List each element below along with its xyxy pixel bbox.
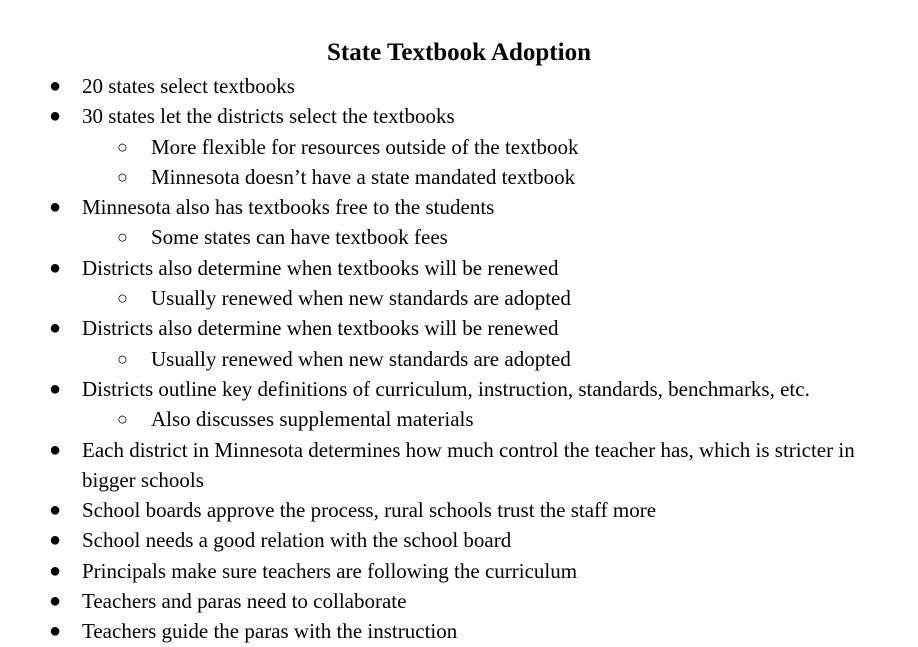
list-item-text: Districts outline key definitions of curriculum, instruction, standards, benchmarks, etc. [82,376,810,401]
sub-list-item [0,162,918,192]
bullet-icon: ● [49,590,62,613]
sub-list-item [0,344,918,374]
list-item-text: School needs a good relation with the school board [82,528,512,553]
list-item-text: Minnesota doesn’t have a state mandated textbook [151,164,576,189]
list-item-text: Usually renewed when new standards are adopted [151,286,571,311]
list-item-text: Districts also determine when textbooks will be renewed [82,316,559,341]
list-item-text: Teachers and paras need to collaborate [82,589,407,614]
list-item-text: School boards approve the process, rural schools trust the staff more [82,498,657,523]
hollow-bullet-icon: ○ [117,288,128,309]
sub-list-item [0,132,918,162]
list-item-text: Minnesota also has textbooks free to the students [82,195,495,220]
list-item-text: More flexible for resources outside of the textbook [151,134,579,159]
list-item-text: Each district in Minnesota determines how much control the teacher has, which is stricter in bigger schools [82,437,855,492]
bullet-icon: ● [49,256,62,279]
bullet-icon: ● [49,196,62,219]
hollow-bullet-icon: ○ [117,409,128,430]
bullet-icon: ● [49,559,62,582]
list-item [0,101,918,131]
list-item [0,616,918,646]
list-item-text: 20 states select textbooks [82,74,295,98]
bullet-icon: ● [49,438,62,461]
list-item [0,556,918,586]
sub-list-item [0,283,918,313]
bullet-icon: ● [49,529,62,552]
list-item [0,374,918,404]
list-item [0,586,918,616]
bullet-icon: ● [49,620,62,643]
bullet-icon: ● [49,105,62,128]
list-item-text: Districts also determine when textbooks will be renewed [82,255,559,280]
bullet-icon: ● [49,317,62,340]
bullet-list [0,71,918,647]
list-item-text: 30 states let the districts select the textbooks [82,104,455,129]
hollow-bullet-icon: ○ [117,166,128,187]
hollow-bullet-icon: ○ [117,348,128,369]
page-title: State Textbook Adoption [327,39,591,66]
list-item [0,525,918,555]
list-item-text: Also discusses supplemental materials [151,407,474,432]
sub-list-item [0,404,918,434]
list-item [0,435,904,496]
list-item-text: Some states can have textbook fees [151,225,448,250]
hollow-bullet-icon: ○ [117,227,128,248]
list-item-text: Teachers guide the paras with the instruction [82,619,458,644]
bullet-icon: ● [49,377,62,400]
sub-list-item [0,222,918,252]
bullet-icon: ● [49,499,62,522]
list-item [0,192,918,222]
hollow-bullet-icon: ○ [117,136,128,157]
list-item [0,253,918,283]
list-item [0,313,918,343]
list-item [0,71,918,101]
bullet-icon: ● [49,75,62,97]
list-item [0,495,918,525]
list-item-text: Principals make sure teachers are following the curriculum [82,558,578,583]
list-item-text: Usually renewed when new standards are adopted [151,346,571,371]
